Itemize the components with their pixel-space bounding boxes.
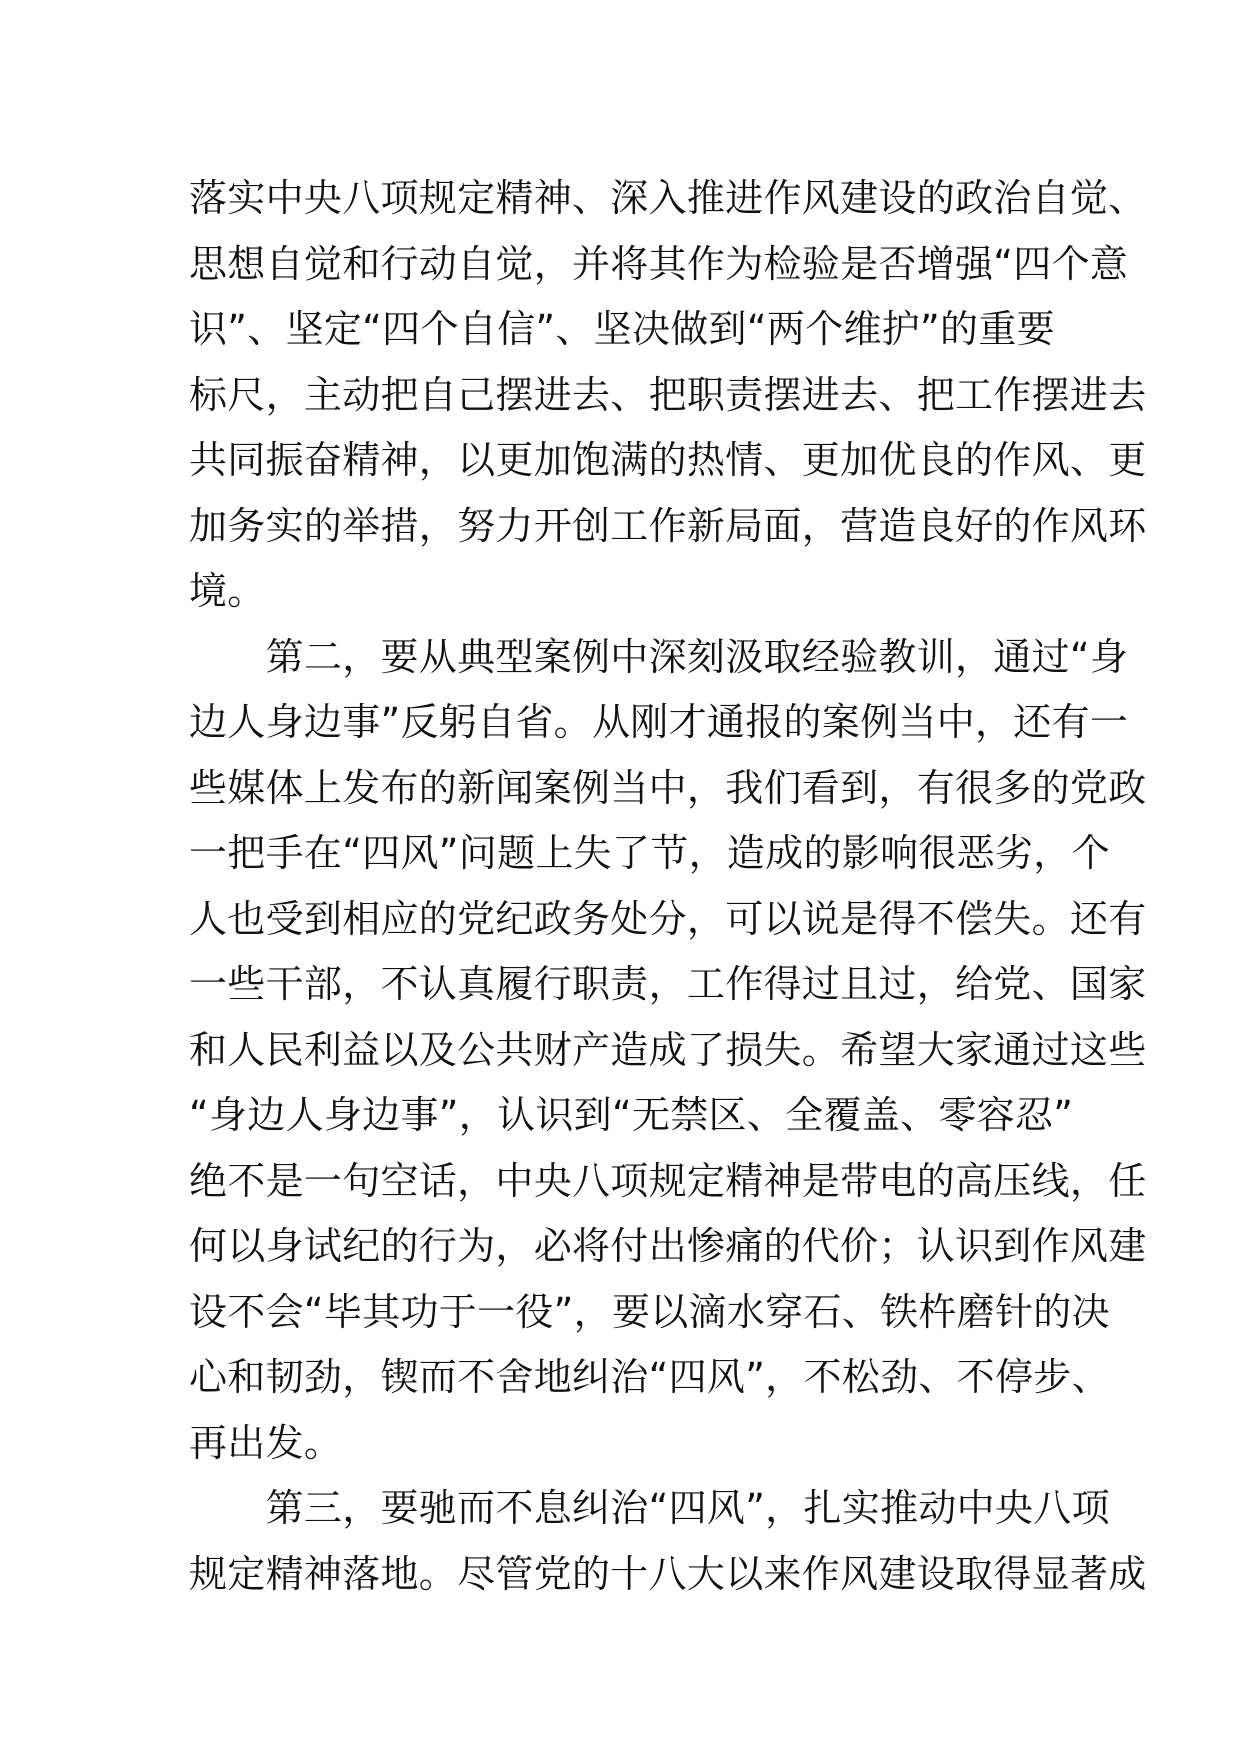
text-line: 何以身试纪的行为，必将付出惨痛的代价；认识到作风建 (189, 1224, 1147, 1268)
text-line: 境。 (189, 569, 266, 613)
text-line: 心和韧劲，锲而不舍地纠治“四风”，不松劲、不停步、 (189, 1355, 1110, 1399)
text-line: 落实中央八项规定精神、深入推进作风建设的政治自觉、 (189, 176, 1147, 220)
text-line: 第二，要从典型案例中深刻汲取经验教训，通过“身 (189, 634, 1129, 679)
text-line: 些媒体上发布的新闻案例当中，我们看到，有很多的党政 (189, 765, 1147, 810)
text-line: 规定精神落地。尽管党的十八大以来作风建设取得显著成 (189, 1551, 1147, 1596)
text-line: 绝不是一句空话，中央八项规定精神是带电的高压线，任 (189, 1158, 1147, 1203)
text-line: 一些干部，不认真履行职责，工作得过且过，给党、国家 (189, 962, 1147, 1006)
body-text (189, 166, 1147, 1607)
text-line: 加务实的举措，努力开创工作新局面，营造良好的作风环 (189, 503, 1147, 548)
text-line: 人也受到相应的党纪政务处分，可以说是得不偿失。还有 (189, 896, 1147, 941)
text-line: 第三，要驰而不息纠治“四风”，扎实推动中央八项 (189, 1486, 1110, 1530)
text-line: 共同振奋精神，以更加饱满的热情、更加优良的作风、更 (189, 438, 1147, 482)
text-line: 一把手在“四风”问题上失了节，造成的影响很恶劣，个 (189, 831, 1110, 875)
text-line: “身边人身边事”，认识到“无禁区、全覆盖、零容忍” (189, 1093, 1074, 1137)
text-line: 设不会“毕其功于一役”，要以滴水穿石、铁杵磨针的决 (189, 1289, 1110, 1334)
text-line: 再出发。 (189, 1420, 343, 1465)
text-line: 标尺，主动把自己摆进去、把职责摆进去、把工作摆进去 (189, 372, 1147, 417)
text-line: 边人身边事”反躬自省。从刚才通报的案例当中，还有一 (189, 700, 1129, 744)
text-line: 和人民利益以及公共财产造成了损失。希望大家通过这些 (189, 1027, 1147, 1072)
text-line: 思想自觉和行动自觉，并将其作为检验是否增强“四个意 (189, 241, 1129, 286)
text-line: 识”、坚定“四个自信”、坚决做到“两个维护”的重要 (189, 307, 1055, 351)
